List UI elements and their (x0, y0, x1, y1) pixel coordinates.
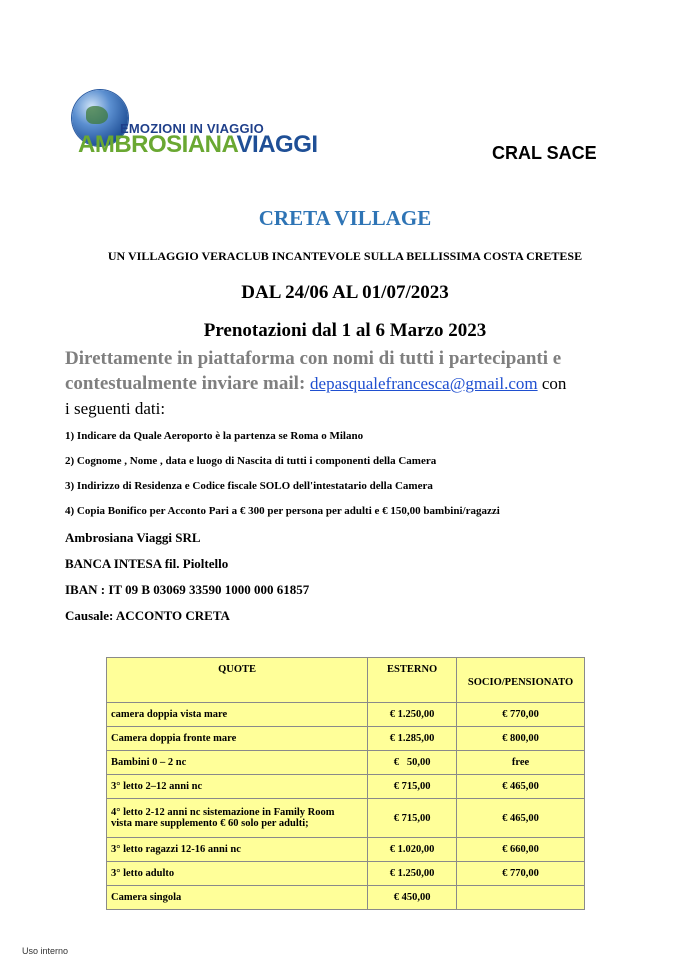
price-socio: € 770,00 (457, 862, 585, 886)
column-header: QUOTE (107, 658, 368, 703)
row-label: Camera doppia fronte mare (107, 727, 368, 751)
row-label: Bambini 0 – 2 nc (107, 751, 368, 775)
table-row (107, 838, 585, 862)
payment-reason: Causale: ACCONTO CRETA (65, 608, 230, 623)
price-socio: € 660,00 (457, 838, 585, 862)
table-row (107, 727, 585, 751)
price-socio: € 465,00 (457, 775, 585, 799)
row-label: 3° letto 2–12 anni nc (107, 775, 368, 799)
table-row (107, 775, 585, 799)
bank-name: BANCA INTESA fil. Pioltello (65, 556, 229, 571)
table-row (107, 703, 585, 727)
step-item: 3) Indirizzo di Residenza e Codice fiscale SOLO dell'intestatario della Camera (65, 480, 433, 492)
email-link[interactable]: depasqualefrancesca@gmail.com (310, 374, 538, 393)
price-socio: € 800,00 (457, 727, 585, 751)
instructions-intro: Direttamente in piattaforma con nomi di tutti i partecipanti e contestualmente inviare mail: depasqualefrancesca@gmail.com con i seguenti dati: (65, 348, 567, 418)
table-header-row (107, 658, 585, 703)
price-esterno: € 1.250,00 (368, 862, 457, 886)
table-row (107, 886, 585, 910)
step-item: 1) Indicare da Quale Aeroporto è la partenza se Roma o Milano (65, 430, 364, 442)
price-socio: free (457, 751, 585, 775)
price-esterno: € 50,00 (368, 751, 457, 775)
booking-period: Prenotazioni dal 1 al 6 Marzo 2023 (203, 320, 487, 341)
row-label: 3° letto ragazzi 12-16 anni nc (107, 838, 368, 862)
row-label: 3° letto adulto (107, 862, 368, 886)
page-title: CRETA VILLAGE (258, 206, 432, 230)
table-row (107, 862, 585, 886)
column-header: SOCIO/PENSIONATO (457, 658, 585, 703)
price-esterno: € 450,00 (368, 886, 457, 910)
price-socio: € 770,00 (457, 703, 585, 727)
logo-brand: AMBROSIANAVIAGGI (78, 131, 318, 158)
step-item: 4) Copia Bonifico per Acconto Pari a € 300 per persona per adulti e € 150,00 bambini/ragazzi (65, 505, 500, 517)
logo-tagline: EMOZIONI IN VIAGGIO (120, 121, 264, 136)
company-name: Ambrosiana Viaggi SRL (65, 530, 201, 545)
price-socio (457, 886, 585, 910)
row-label: camera doppia vista mare (107, 703, 368, 727)
price-esterno: € 1.250,00 (368, 703, 457, 727)
iban: IBAN : IT 09 B 03069 33590 1000 000 61857 (65, 582, 310, 597)
price-esterno: € 715,00 (368, 775, 457, 799)
row-label: Camera singola (107, 886, 368, 910)
table-row (107, 751, 585, 775)
price-esterno: € 1.020,00 (368, 838, 457, 862)
price-esterno: € 1.285,00 (368, 727, 457, 751)
travel-dates: DAL 24/06 AL 01/07/2023 (241, 282, 449, 303)
column-header: ESTERNO (368, 658, 457, 703)
table-row (107, 799, 585, 838)
price-table (106, 657, 585, 910)
step-item: 2) Cognome , Nome , data e luogo di Nascita di tutti i componenti della Camera (65, 455, 437, 467)
page-subtitle: UN VILLAGGIO VERACLUB INCANTEVOLE SULLA BELLISSIMA COSTA CRETESE (107, 249, 583, 263)
company-logo (70, 88, 390, 160)
price-socio: € 465,00 (457, 799, 585, 838)
footer-note: Uso interno (22, 946, 69, 956)
price-esterno: € 715,00 (368, 799, 457, 838)
row-label: 4° letto 2-12 anni nc sistemazione in Family Room vista mare supplemento € 60 solo per adulti; (107, 799, 368, 838)
organization-name: CRAL SACE (492, 143, 597, 163)
